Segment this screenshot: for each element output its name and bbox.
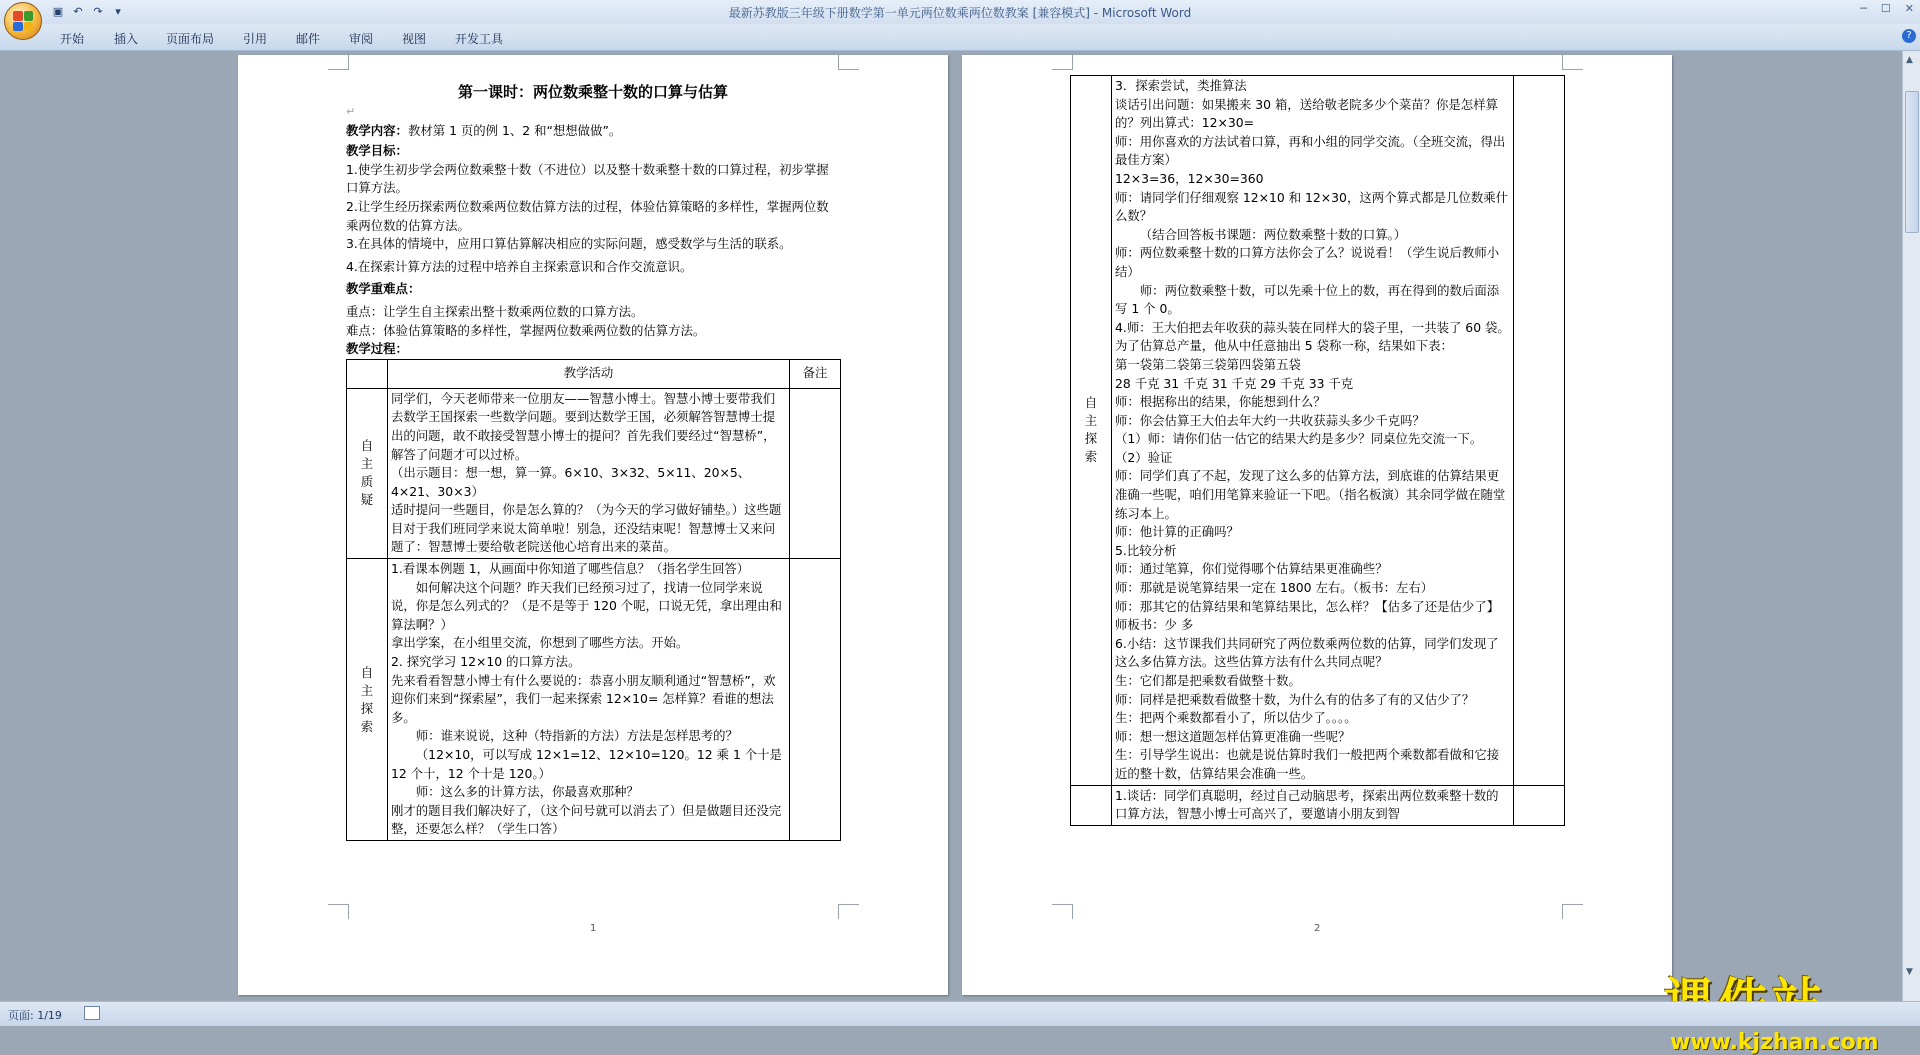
- activity-line: 师：那其它的估算结果和笔算结果比，怎么样？【估多了还是估少了】: [1115, 598, 1500, 614]
- activity-line: （12×10，可以写成 12×1=12、12×10=120。12 乘 1 个十是 12 个十，12 个十是 120。）: [391, 747, 782, 781]
- proofing-icon[interactable]: [84, 1006, 100, 1020]
- minimize-button[interactable]: ─: [1860, 2, 1867, 15]
- row-activity: [388, 388, 790, 558]
- row-section: 自主探索: [347, 559, 388, 841]
- tab-page-layout[interactable]: 页面布局: [166, 32, 215, 46]
- page-2-body: [1070, 75, 1564, 826]
- content-label: 教学内容：: [346, 122, 408, 138]
- content-line: [346, 122, 840, 141]
- content-text: 教材第 1 页的例 1、2 和“想想做做”。: [407, 122, 622, 138]
- page-number: 2: [1314, 923, 1321, 934]
- page-number: 1: [590, 923, 597, 934]
- header-note: 备注: [790, 359, 841, 388]
- activity-line: 生：它们都是把乘数看做整十数。: [1115, 673, 1301, 688]
- table-row: [1071, 76, 1565, 786]
- tab-mailings[interactable]: 邮件: [296, 32, 321, 46]
- status-bar: [0, 1001, 1920, 1026]
- key-label: 教学重难点：: [346, 281, 421, 297]
- document-page-2: [962, 55, 1672, 995]
- floppy-disk-icon[interactable]: ▣: [52, 4, 64, 18]
- activity-line: 师板书：少 多: [1115, 617, 1194, 633]
- activity-line: 师：他计算的正确吗？: [1115, 524, 1239, 540]
- table-row: [347, 388, 841, 558]
- close-button[interactable]: ✕: [1904, 2, 1914, 15]
- activity-line: （结合回答板书课题：两位数乘整十数的口算。）: [1139, 226, 1407, 242]
- maximize-button[interactable]: ☐: [1880, 2, 1891, 15]
- activity-line: 同学们，今天老师带来一位朋友——智慧小博士。智慧小博士要带我们去数学王国探索一些数学问题。要到达数学王国，必须解答智慧博士提出的问题，敢不敢接受智慧小博士的提问？首先我们要经过“智慧桥”，解答了问题才可以过桥。: [391, 390, 776, 462]
- activity-line: 拿出学案，在小组里交流，你想到了哪些方法。开始。: [391, 635, 689, 651]
- row-activity: [388, 559, 790, 841]
- lesson-title: 第一课时：两位数乘整十数的口算与估算: [457, 83, 728, 101]
- scroll-up-icon[interactable]: ▲: [1906, 55, 1913, 65]
- tab-home[interactable]: 开始: [60, 32, 85, 46]
- activity-line: 1.谈话：同学们真聪明，经过自己动脑思考，探索出两位数乘整十数的口算方法，智慧小博士可高兴了，要邀请小朋友到智: [1115, 787, 1499, 822]
- goal-item: 4.在探索计算方法的过程中培养自主探索意识和合作交流意识。: [346, 258, 693, 274]
- activity-line: 适时提问一些题目，你是怎么算的？（为今天的学习做好铺垫。）这些题目对于我们班同学来说太简单啦！别急，还没结束呢！智慧博士又来问题了：智慧博士要给敬老院送他心培育出来的菜苗。: [391, 502, 782, 555]
- activity-line: 师：用你喜欢的方法试着口算，再和小组的同学交流。（全班交流，得出最佳方案）: [1115, 133, 1506, 168]
- row-activity: [1112, 76, 1514, 786]
- crop-mark: [328, 904, 349, 919]
- undo-icon[interactable]: ↶: [73, 4, 83, 18]
- page-1-body: [346, 81, 840, 841]
- row-note: [790, 559, 841, 841]
- row-section: [1071, 785, 1112, 825]
- goal-item: 2.让学生经历探索两位数乘两位数估算方法的过程，体验估算策略的多样性，掌握两位数乘两位数的估算方法。: [346, 198, 829, 233]
- row-section: 自主质疑: [347, 388, 388, 558]
- key-point: 难点：体验估算策略的多样性，掌握两位数乘两位数的估算方法。: [346, 322, 706, 338]
- activity-line: 师：两位数乘整十数的口算方法你会了么？说说看！（学生说后教师小结）: [1115, 245, 1500, 279]
- row-section: 自主探索: [1071, 76, 1112, 786]
- activity-line: 5.比较分析: [1115, 542, 1177, 558]
- activity-line: 师：想一想这道题怎样估算更准确一些呢？: [1115, 728, 1351, 744]
- ribbon-tab-bar: [0, 24, 1920, 51]
- activity-line: 1.看课本例题 1，从画面中你知道了哪些信息？（指名学生回答）: [391, 561, 750, 577]
- process-label: 教学过程：: [346, 341, 408, 357]
- activity-line: （出示题目：想一想，算一算。6×10、3×32、5×11、20×5、4×21、30×3）: [391, 465, 751, 499]
- activity-line: 师：同学们真了不起，发现了这么多的估算方法，到底谁的估算结果更准确一些呢，咱们用笔算来验证一下吧。（指名板演）其余同学做在随堂练习本上。: [1115, 468, 1506, 521]
- tab-developer[interactable]: 开发工具: [455, 32, 504, 46]
- activity-line: （2）验证: [1115, 449, 1173, 465]
- activity-line: （1）师：请你们估一估它的结果大约是多少？同桌位先交流一下。: [1115, 431, 1483, 447]
- watermark-url: www.kjzhan.com: [1670, 1030, 1879, 1055]
- activity-line: 生：引导学生说出：也就是说估算时我们一般把两个乘数都看做和它接近的整十数，估算结果会准确一些。: [1115, 747, 1500, 781]
- activity-line: 师：两位数乘整十数，可以先乘十位上的数，再在得到的数后面添写 1 个 0。: [1115, 282, 1500, 317]
- activity-line: 师：同样是把乘数看做整十数，为什么有的估多了有的又估少了？: [1115, 691, 1475, 707]
- document-page-1: [238, 55, 948, 995]
- activity-line: 师：请同学们仔细观察 12×10 和 12×30，这两个算式都是几位数乘什么数？: [1115, 189, 1509, 224]
- activity-line: 刚才的题目我们解决好了，（这个问号就可以消去了）但是做题目还没完整，还要怎么样？（学生口答）: [391, 802, 782, 837]
- activity-line: 师：你会估算王大伯去年大约一共收获蒜头多少千克吗？: [1115, 412, 1425, 428]
- crop-mark: [1052, 55, 1073, 70]
- activity-line: 师：这么多的计算方法，你最喜欢那种？: [415, 784, 639, 800]
- activity-line: 3．探索尝试，类推算法: [1115, 78, 1247, 93]
- paragraph-mark: ↵: [346, 105, 356, 118]
- goals-label: 教学目标：: [346, 143, 408, 159]
- crop-mark: [328, 55, 349, 70]
- row-note: [1514, 785, 1565, 825]
- scroll-thumb[interactable]: [1905, 91, 1919, 233]
- activity-line: 第一袋第二袋第三袋第四袋第五袋: [1115, 356, 1301, 372]
- goal-item: 1.使学生初步学会两位数乘整十数（不进位）以及整十数乘整十数的口算过程，初步掌握口算方法。: [346, 161, 829, 196]
- activity-line: 2. 探究学习 12×10 的口算方法。: [391, 654, 581, 670]
- activity-line: 先来看看智慧小博士有什么要说的：恭喜小朋友顺利通过“智慧桥”，欢迎你们来到“探索屋”，我们一起来探索 12×10= 怎样算？看谁的想法多。: [391, 672, 776, 725]
- title-bar: [0, 0, 1920, 24]
- help-icon[interactable]: ?: [1902, 29, 1916, 43]
- page-indicator[interactable]: 页面: 1/19: [8, 1009, 62, 1022]
- crop-mark: [1562, 904, 1583, 919]
- header-activity: 教学活动: [388, 359, 790, 388]
- row-note: [790, 388, 841, 558]
- goal-item: 3.在具体的情境中，应用口算估算解决相应的实际问题，感受数学与生活的联系。: [346, 236, 792, 252]
- dropdown-icon[interactable]: ▾: [115, 4, 121, 18]
- redo-icon[interactable]: ↷: [93, 4, 103, 18]
- tab-review[interactable]: 审阅: [349, 32, 374, 46]
- crop-mark: [838, 904, 859, 919]
- activity-line: 如何解决这个问题？昨天我们已经预习过了，找请一位同学来说说，你是怎么列式的？（是不是等于 120 个呢，口说无凭，拿出理由和算法啊？）: [391, 579, 782, 632]
- tab-references[interactable]: 引用: [243, 32, 268, 46]
- activity-line: 12×3=36，12×30=360: [1115, 170, 1264, 186]
- activity-line: 6.小结：这节课我们共同研究了两位数乘两位数的估算，同学们发现了这么多估算方法。这些估算方法有什么共同点呢？: [1115, 635, 1499, 670]
- office-button[interactable]: [4, 2, 42, 40]
- vertical-scrollbar[interactable]: [1902, 51, 1920, 1001]
- window-controls: [1860, 2, 1914, 15]
- crop-mark: [1562, 55, 1583, 70]
- window-title: 最新苏教版三年级下册数学第一单元两位数乘两位数教案 [兼容模式] - Microsoft Word: [728, 6, 1192, 20]
- activity-line: 师：根据称出的结果，你能想到什么？: [1115, 394, 1326, 410]
- activity-line: 师：谁来说说，这种（特指新的方法）方法是怎样思考的？: [415, 728, 738, 744]
- crop-mark: [838, 55, 859, 70]
- lesson-table: [346, 359, 841, 841]
- activity-line: 生：把两个乘数都看小了，所以估少了。。。。: [1115, 710, 1357, 726]
- activity-line: 谈话引出问题：如果搬来 30 箱，送给敬老院多少个菜苗？你是怎样算的？列出算式：12×30=: [1115, 96, 1498, 131]
- table-row: [347, 559, 841, 841]
- activity-line: 师：通过笔算，你们觉得哪个估算结果更准确些？: [1115, 561, 1388, 577]
- office-logo-icon: [13, 11, 33, 31]
- crop-mark: [1052, 904, 1073, 919]
- table-header-row: [347, 359, 841, 388]
- activity-line: 28 千克 31 千克 31 千克 29 千克 33 千克: [1115, 375, 1354, 391]
- table-row: [1071, 785, 1565, 825]
- scroll-down-icon[interactable]: ▼: [1906, 967, 1913, 977]
- row-activity: [1112, 785, 1514, 825]
- key-point: 重点：让学生自主探索出整十数乘两位数的口算方法。: [346, 303, 644, 319]
- tab-view[interactable]: 视图: [402, 32, 427, 46]
- tab-insert[interactable]: 插入: [114, 32, 139, 46]
- activity-line: 师：那就是说笔算结果一定在 1800 左右。（板书：左右）: [1115, 580, 1434, 596]
- activity-line: 4.师：王大伯把去年收获的蒜头装在同样大的袋子里，一共装了 60 袋。为了估算总产量，他从中任意抽出 5 袋称一称，结果如下表：: [1115, 319, 1510, 354]
- row-note: [1514, 76, 1565, 786]
- lesson-table-continued: [1070, 75, 1565, 826]
